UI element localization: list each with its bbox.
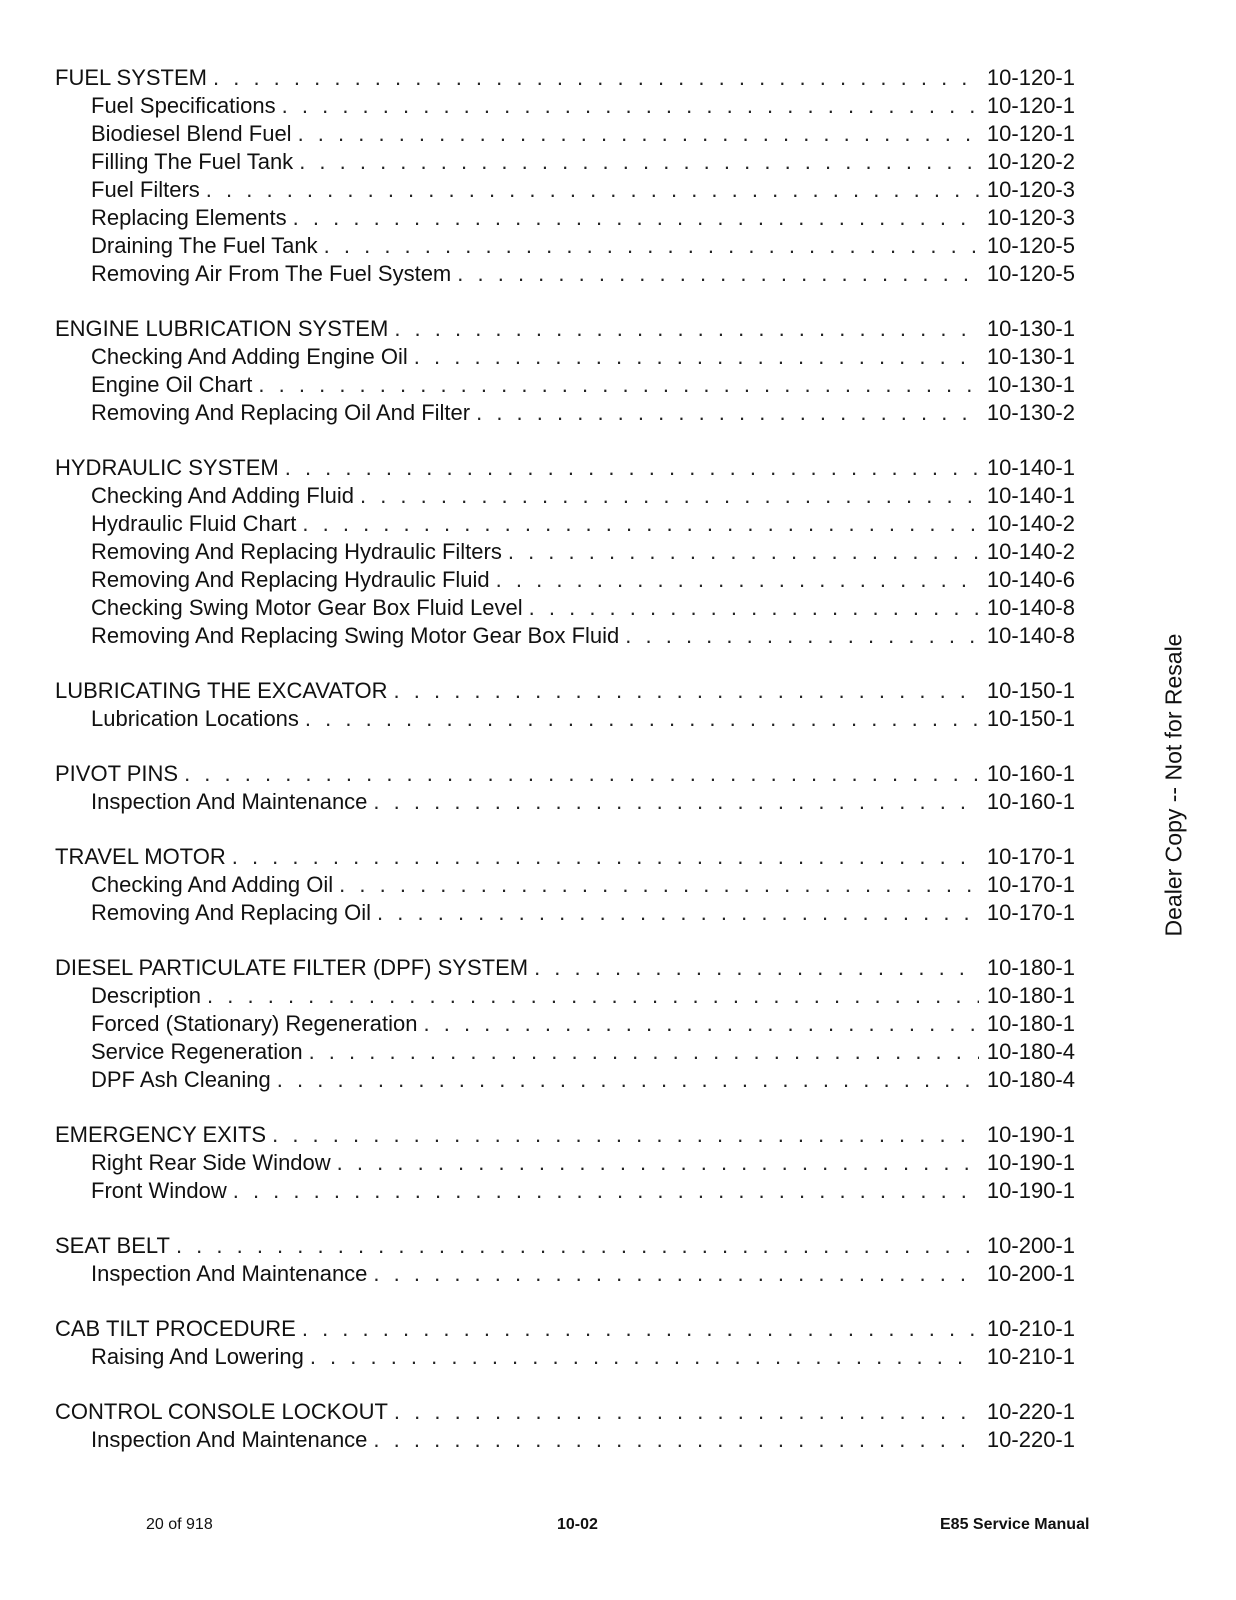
toc-entry-page: 10-130-1 bbox=[986, 372, 1075, 397]
toc-entry[interactable] bbox=[55, 622, 1075, 650]
dot-leader bbox=[476, 399, 979, 427]
dot-leader bbox=[302, 1315, 979, 1343]
toc-entry-title: Replacing Elements bbox=[91, 205, 287, 230]
toc-entry-title: Checking And Adding Fluid bbox=[91, 483, 354, 508]
dot-leader bbox=[277, 1066, 979, 1094]
toc-entry-title: Raising And Lowering bbox=[91, 1344, 304, 1369]
toc-entry-page: 10-150-1 bbox=[986, 706, 1075, 731]
dot-leader bbox=[529, 594, 979, 622]
toc-entry-title: Removing And Replacing Swing Motor Gear Box Fluid bbox=[91, 623, 620, 648]
dot-leader bbox=[373, 788, 979, 816]
toc-entry-page: 10-190-1 bbox=[986, 1178, 1075, 1203]
dot-leader bbox=[324, 232, 979, 260]
toc-entry-page: 10-210-1 bbox=[986, 1344, 1075, 1369]
toc-entry-page: 10-140-8 bbox=[986, 595, 1075, 620]
toc-entry[interactable] bbox=[55, 1260, 1075, 1288]
toc-entry-page: 10-180-4 bbox=[986, 1067, 1075, 1092]
dot-leader bbox=[176, 1232, 979, 1260]
dot-leader bbox=[508, 538, 979, 566]
toc-entry-title: LUBRICATING THE EXCAVATOR bbox=[55, 678, 388, 703]
toc-entry[interactable] bbox=[55, 1343, 1075, 1371]
toc-entry-page: 10-130-1 bbox=[986, 316, 1075, 341]
toc-entry-title: DIESEL PARTICULATE FILTER (DPF) SYSTEM bbox=[55, 955, 529, 980]
toc-section bbox=[55, 1315, 1075, 1371]
toc-entry-page: 10-120-5 bbox=[986, 261, 1075, 286]
dot-leader bbox=[213, 64, 979, 92]
toc-entry[interactable] bbox=[55, 1426, 1075, 1454]
toc-entry[interactable] bbox=[55, 871, 1075, 899]
dot-leader bbox=[309, 1038, 979, 1066]
toc-entry-page: 10-120-3 bbox=[986, 205, 1075, 230]
toc-section bbox=[55, 843, 1075, 927]
toc-section bbox=[55, 760, 1075, 816]
toc-section bbox=[55, 64, 1075, 288]
toc-section-heading[interactable] bbox=[55, 677, 1075, 705]
toc-entry-page: 10-220-1 bbox=[986, 1427, 1075, 1452]
toc-entry-title: Lubrication Locations bbox=[91, 706, 299, 731]
toc-entry[interactable] bbox=[55, 982, 1075, 1010]
toc-entry-title: Checking And Adding Engine Oil bbox=[91, 344, 408, 369]
page-footer bbox=[0, 1516, 1236, 1540]
dot-leader bbox=[337, 1149, 979, 1177]
toc-section-heading[interactable] bbox=[55, 1232, 1075, 1260]
dot-leader bbox=[272, 1121, 979, 1149]
toc-entry-title: Inspection And Maintenance bbox=[91, 789, 368, 814]
toc-entry-page: 10-170-1 bbox=[986, 872, 1075, 897]
toc-entry-page: 10-140-2 bbox=[986, 511, 1075, 536]
toc-entry-title: Inspection And Maintenance bbox=[91, 1261, 368, 1286]
toc-entry-page: 10-140-8 bbox=[986, 623, 1075, 648]
toc-section bbox=[55, 1232, 1075, 1288]
toc-entry[interactable] bbox=[55, 148, 1075, 176]
toc-entry-title: Removing And Replacing Oil And Filter bbox=[91, 400, 471, 425]
table-of-contents bbox=[55, 64, 1075, 1481]
toc-section-heading[interactable] bbox=[55, 454, 1075, 482]
toc-entry-title: Service Regeneration bbox=[91, 1039, 303, 1064]
dot-leader bbox=[302, 510, 979, 538]
toc-section bbox=[55, 954, 1075, 1094]
dot-leader bbox=[414, 343, 979, 371]
toc-entry[interactable] bbox=[55, 594, 1075, 622]
dot-leader bbox=[394, 1398, 979, 1426]
toc-entry-title: Fuel Specifications bbox=[91, 93, 276, 118]
toc-entry[interactable] bbox=[55, 705, 1075, 733]
toc-entry-title: Fuel Filters bbox=[91, 177, 200, 202]
dot-leader bbox=[285, 454, 979, 482]
toc-entry-page: 10-200-1 bbox=[986, 1233, 1075, 1258]
toc-entry-title: ENGINE LUBRICATION SYSTEM bbox=[55, 316, 389, 341]
toc-entry-page: 10-120-1 bbox=[986, 121, 1075, 146]
toc-entry[interactable] bbox=[55, 788, 1075, 816]
toc-entry[interactable] bbox=[55, 371, 1075, 399]
toc-entry-page: 10-180-1 bbox=[986, 1011, 1075, 1036]
toc-entry-title: Biodiesel Blend Fuel bbox=[91, 121, 292, 146]
dot-leader bbox=[360, 482, 979, 510]
toc-entry-title: Removing And Replacing Hydraulic Fluid bbox=[91, 567, 490, 592]
toc-section-heading[interactable] bbox=[55, 954, 1075, 982]
toc-entry-page: 10-140-2 bbox=[986, 539, 1075, 564]
toc-section-heading[interactable] bbox=[55, 315, 1075, 343]
toc-section-heading[interactable] bbox=[55, 64, 1075, 92]
toc-entry-page: 10-140-1 bbox=[986, 455, 1075, 480]
toc-entry-page: 10-180-4 bbox=[986, 1039, 1075, 1064]
dot-leader bbox=[258, 371, 979, 399]
toc-entry-title: Removing And Replacing Oil bbox=[91, 900, 372, 925]
toc-entry-title: Removing And Replacing Hydraulic Filters bbox=[91, 539, 502, 564]
toc-entry-page: 10-120-3 bbox=[986, 177, 1075, 202]
dot-leader bbox=[232, 843, 979, 871]
dot-leader bbox=[310, 1343, 979, 1371]
toc-entry-title: Filling The Fuel Tank bbox=[91, 149, 294, 174]
toc-entry[interactable] bbox=[55, 120, 1075, 148]
toc-entry[interactable] bbox=[55, 399, 1075, 427]
toc-entry-page: 10-120-1 bbox=[986, 65, 1075, 90]
toc-entry-page: 10-160-1 bbox=[986, 761, 1075, 786]
toc-entry-page: 10-170-1 bbox=[986, 844, 1075, 869]
toc-section-heading[interactable] bbox=[55, 1398, 1075, 1426]
toc-entry-title: HYDRAULIC SYSTEM bbox=[55, 455, 279, 480]
toc-entry-page: 10-130-1 bbox=[986, 344, 1075, 369]
toc-entry-title: EMERGENCY EXITS bbox=[55, 1122, 267, 1147]
toc-entry[interactable] bbox=[55, 176, 1075, 204]
toc-entry-title: Checking And Adding Oil bbox=[91, 872, 334, 897]
toc-entry-title: Front Window bbox=[91, 1178, 227, 1203]
toc-entry-page: 10-140-1 bbox=[986, 483, 1075, 508]
toc-entry-page: 10-190-1 bbox=[986, 1150, 1075, 1175]
dot-leader bbox=[394, 315, 979, 343]
dot-leader bbox=[534, 954, 979, 982]
dot-leader bbox=[457, 260, 979, 288]
toc-entry-title: CAB TILT PROCEDURE bbox=[55, 1316, 296, 1341]
toc-entry-page: 10-210-1 bbox=[986, 1316, 1075, 1341]
dot-leader bbox=[373, 1426, 979, 1454]
toc-section bbox=[55, 1121, 1075, 1205]
footer-page-number: 10-02 bbox=[557, 1516, 598, 1533]
toc-entry[interactable] bbox=[55, 538, 1075, 566]
toc-entry-title: Forced (Stationary) Regeneration bbox=[91, 1011, 418, 1036]
dot-leader bbox=[305, 705, 979, 733]
toc-entry[interactable] bbox=[55, 899, 1075, 927]
toc-entry-title: FUEL SYSTEM bbox=[55, 65, 207, 90]
toc-entry-page: 10-160-1 bbox=[986, 789, 1075, 814]
toc-entry-title: Hydraulic Fluid Chart bbox=[91, 511, 297, 536]
toc-entry-title: Description bbox=[91, 983, 202, 1008]
dot-leader bbox=[233, 1177, 979, 1205]
toc-entry-title: PIVOT PINS bbox=[55, 761, 179, 786]
toc-entry-title: SEAT BELT bbox=[55, 1233, 170, 1258]
dot-leader bbox=[282, 92, 979, 120]
dot-leader bbox=[206, 176, 979, 204]
toc-entry[interactable] bbox=[55, 1010, 1075, 1038]
dot-leader bbox=[298, 120, 979, 148]
footer-page-count: 20 of 918 bbox=[146, 1516, 213, 1533]
toc-entry-title: Inspection And Maintenance bbox=[91, 1427, 368, 1452]
dot-leader bbox=[373, 1260, 979, 1288]
toc-section-heading[interactable] bbox=[55, 1315, 1075, 1343]
toc-entry[interactable] bbox=[55, 566, 1075, 594]
toc-section bbox=[55, 454, 1075, 650]
toc-entry-page: 10-120-2 bbox=[986, 149, 1075, 174]
dot-leader bbox=[625, 622, 979, 650]
toc-entry-page: 10-140-6 bbox=[986, 567, 1075, 592]
toc-entry[interactable] bbox=[55, 1038, 1075, 1066]
toc-entry-title: DPF Ash Cleaning bbox=[91, 1067, 271, 1092]
dot-leader bbox=[299, 148, 979, 176]
toc-section bbox=[55, 677, 1075, 733]
toc-entry-page: 10-220-1 bbox=[986, 1399, 1075, 1424]
toc-entry[interactable] bbox=[55, 482, 1075, 510]
dot-leader bbox=[496, 566, 979, 594]
toc-entry[interactable] bbox=[55, 1149, 1075, 1177]
toc-entry[interactable] bbox=[55, 204, 1075, 232]
toc-section-heading[interactable] bbox=[55, 760, 1075, 788]
toc-entry[interactable] bbox=[55, 260, 1075, 288]
toc-entry-title: TRAVEL MOTOR bbox=[55, 844, 226, 869]
dot-leader bbox=[339, 871, 979, 899]
dot-leader bbox=[394, 677, 979, 705]
dot-leader bbox=[184, 760, 979, 788]
toc-entry-page: 10-170-1 bbox=[986, 900, 1075, 925]
dot-leader bbox=[377, 899, 979, 927]
toc-entry-title: CONTROL CONSOLE LOCKOUT bbox=[55, 1399, 388, 1424]
toc-entry-page: 10-130-2 bbox=[986, 400, 1075, 425]
toc-entry-page: 10-180-1 bbox=[986, 983, 1075, 1008]
toc-section bbox=[55, 1398, 1075, 1454]
toc-entry-title: Checking Swing Motor Gear Box Fluid Level bbox=[91, 595, 523, 620]
toc-entry[interactable] bbox=[55, 510, 1075, 538]
toc-entry[interactable] bbox=[55, 232, 1075, 260]
toc-entry-page: 10-150-1 bbox=[986, 678, 1075, 703]
dealer-copy-watermark: Dealer Copy -- Not for Resale bbox=[1160, 633, 1187, 937]
toc-section-heading[interactable] bbox=[55, 843, 1075, 871]
footer-manual-title: E85 Service Manual bbox=[940, 1516, 1090, 1533]
toc-entry[interactable] bbox=[55, 92, 1075, 120]
toc-entry-title: Draining The Fuel Tank bbox=[91, 233, 318, 258]
toc-entry[interactable] bbox=[55, 1066, 1075, 1094]
dot-leader bbox=[424, 1010, 980, 1038]
toc-section bbox=[55, 315, 1075, 427]
toc-entry[interactable] bbox=[55, 1177, 1075, 1205]
toc-entry-page: 10-200-1 bbox=[986, 1261, 1075, 1286]
dot-leader bbox=[293, 204, 979, 232]
dot-leader bbox=[207, 982, 979, 1010]
toc-entry-title: Removing Air From The Fuel System bbox=[91, 261, 452, 286]
toc-entry-page: 10-180-1 bbox=[986, 955, 1075, 980]
toc-entry-page: 10-120-1 bbox=[986, 93, 1075, 118]
toc-entry-page: 10-190-1 bbox=[986, 1122, 1075, 1147]
toc-entry-page: 10-120-5 bbox=[986, 233, 1075, 258]
toc-section-heading[interactable] bbox=[55, 1121, 1075, 1149]
toc-entry-title: Right Rear Side Window bbox=[91, 1150, 331, 1175]
toc-entry[interactable] bbox=[55, 343, 1075, 371]
toc-entry-title: Engine Oil Chart bbox=[91, 372, 253, 397]
